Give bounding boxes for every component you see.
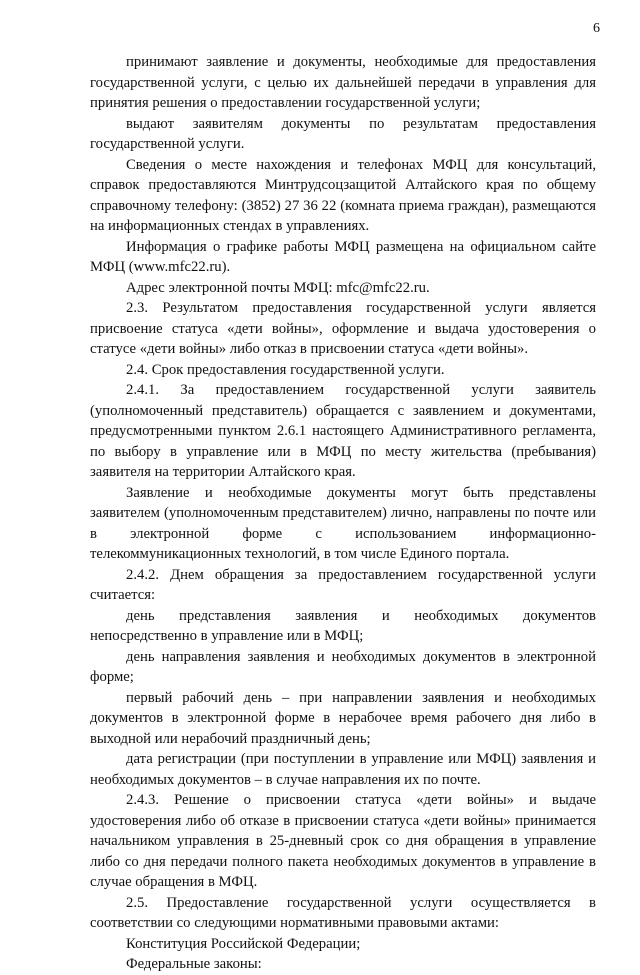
paragraph: 2.4.2. Днем обращения за предоставлением государственной услуги считается: (90, 566, 596, 603)
paragraph: 2.4. Срок предоставления государственной услуги. (126, 361, 445, 378)
paragraph: 2.5. Предоставление государственной услуги осуществляется в соответствии со следующими нормативными правовыми актами: (90, 894, 596, 931)
paragraph: день направления заявления и необходимых документов в электронной форме; (90, 648, 596, 685)
paragraph: 2.4.3. Решение о присвоении статуса «дети войны» и выдаче удостоверения либо об отказе в присвоении статуса «дети войны» принимается начальником управления в 25-дневный срок со дня обращения в управление либо со дня передачи полного пакета необходимых документов в управление в случае обращения в МФЦ. (90, 792, 596, 890)
page-number: 6 (593, 21, 600, 36)
paragraph: первый рабочий день – при направлении заявления и необходимых документов в электронной форме в нерабочее время рабочего дня либо в выходной или нерабочий праздничный день; (90, 689, 596, 747)
paragraph: выдают заявителям документы по результатам предоставления государственной услуги. (90, 115, 596, 152)
paragraph: Конституция Российской Федерации; (126, 935, 361, 952)
paragraph: Адрес электронной почты МФЦ: mfc@mfc22.ru. (126, 279, 430, 296)
paragraph: 2.4.1. За предоставлением государственной услуги заявитель (уполномоченный представитель) обращается с заявлением и документами, предусмотренными пунктом 2.6.1 настоящего Административного регламента, по выбору в управление или в МФЦ по месту жительства (пребывания) заявителя на территории Алтайского края. (90, 382, 596, 480)
paragraph: Федеральные законы: (126, 956, 262, 972)
document-body (90, 52, 596, 975)
paragraph: Заявление и необходимые документы могут быть представлены заявителем (уполномоченным представителем) лично, направлены по почте или в электронной форме с использованием информационно-телекоммуникационных технологий, в том числе Единого портала. (90, 484, 596, 562)
paragraph: Сведения о месте нахождения и телефонах МФЦ для консультаций, справок предоставляются Минтрудсоцзащитой Алтайского края по общему справочному телефону: (3852) 27 36 22 (комната приема граждан), размещаются на информационных стендах в управлениях. (90, 156, 596, 234)
paragraph: дата регистрации (при поступлении в управление или МФЦ) заявления и необходимых документов – в случае направления их по почте. (90, 751, 596, 788)
paragraph: принимают заявление и документы, необходимые для предоставления государственной услуги, с целью их дальнейшей передачи в управления для принятия решения о предоставлении государственной услуги; (90, 54, 596, 111)
paragraph: 2.3. Результатом предоставления государственной услуги является присвоение статуса «дети войны», оформление и выдача удостоверения о статусе «дети войны» либо отказ в присвоении статуса «дети войны». (90, 300, 596, 357)
paragraph: Информация о графике работы МФЦ размещена на официальном сайте МФЦ (www.mfc22.ru). (90, 238, 596, 275)
paragraph: день представления заявления и необходимых документов непосредственно в управление или в МФЦ; (90, 607, 596, 644)
